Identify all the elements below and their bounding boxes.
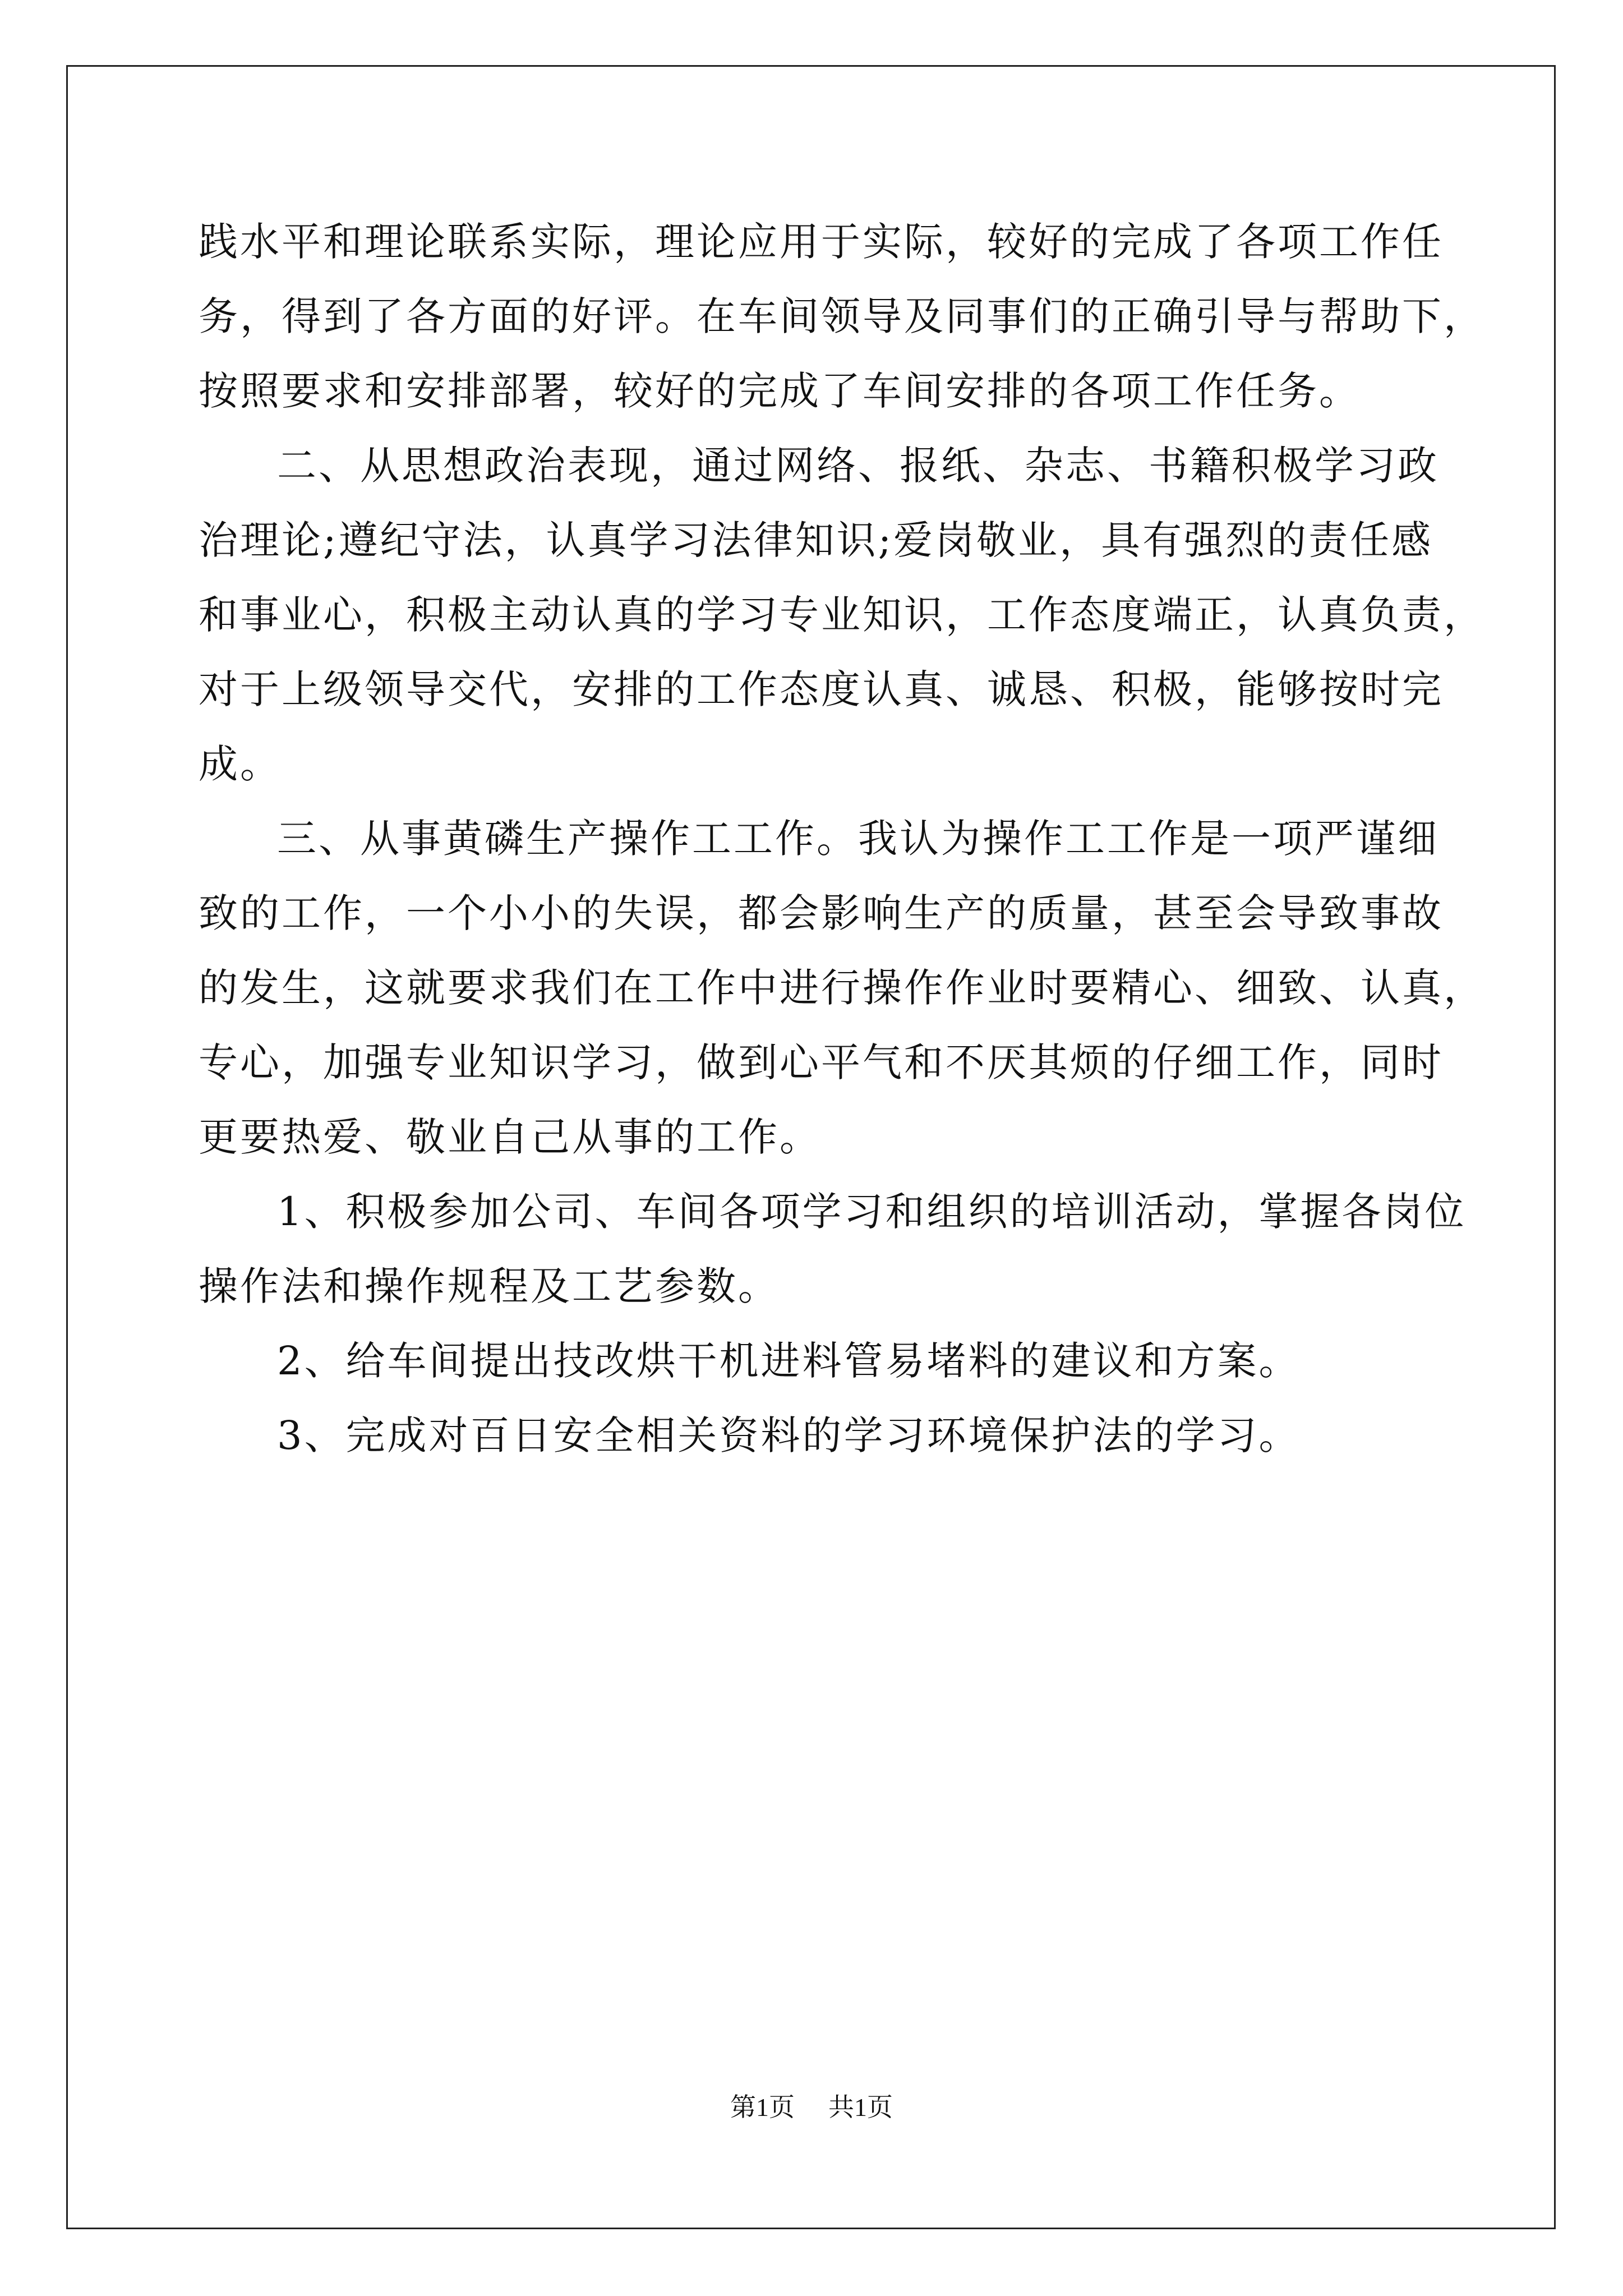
text-line: 操作法和操作规程及工艺参数。	[199, 1263, 780, 1309]
text-line: 按照要求和安排部署，较好的完成了车间安排的各项工作任务。	[199, 368, 1361, 414]
paragraph-start-line: 1、积极参加公司、车间各项学习和组织的培训活动，掌握各岗位	[277, 1189, 1467, 1235]
text-line: 对于上级领导交代，安排的工作态度认真、诚恳、积极，能够按时完	[199, 666, 1444, 712]
paragraph-start-line: 二、从思想政治表现，通过网络、报纸、杂志、书籍积极学习政	[277, 443, 1439, 489]
text-line: 成。	[199, 741, 282, 787]
text-line: 践水平和理论联系实际，理论应用于实际，较好的完成了各项工作任	[199, 219, 1444, 265]
page-footer	[0, 2087, 1623, 2124]
text-line: 更要热爱、敬业自己从事的工作。	[199, 1114, 821, 1160]
text-line: 致的工作，一个小小的失误，都会影响生产的质量，甚至会导致事故	[199, 890, 1444, 936]
text-line: 和事业心，积极主动认真的学习专业知识，工作态度端正，认真负责，	[199, 592, 1485, 638]
text-line: 治理论;遵纪守法，认真学习法律知识;爱岗敬业，具有强烈的责任感	[199, 517, 1433, 563]
paragraph-start-line: 3、完成对百日安全相关资料的学习环境保护法的学习。	[277, 1412, 1301, 1458]
page-total: 共1页	[828, 2093, 893, 2122]
text-line: 的发生，这就要求我们在工作中进行操作作业时要精心、细致、认真，	[199, 965, 1485, 1011]
text-line: 务，得到了各方面的好评。在车间领导及同事们的正确引导与帮助下，	[199, 293, 1485, 339]
page-number: 第1页	[730, 2093, 795, 2122]
paragraph-start-line: 2、给车间提出技改烘干机进料管易堵料的建议和方案。	[277, 1338, 1301, 1384]
document-body	[199, 205, 1485, 1473]
text-line: 专心，加强专业知识学习，做到心平气和不厌其烦的仔细工作，同时	[199, 1039, 1444, 1085]
paragraph-start-line: 三、从事黄磷生产操作工工作。我认为操作工工作是一项严谨细	[277, 816, 1439, 862]
